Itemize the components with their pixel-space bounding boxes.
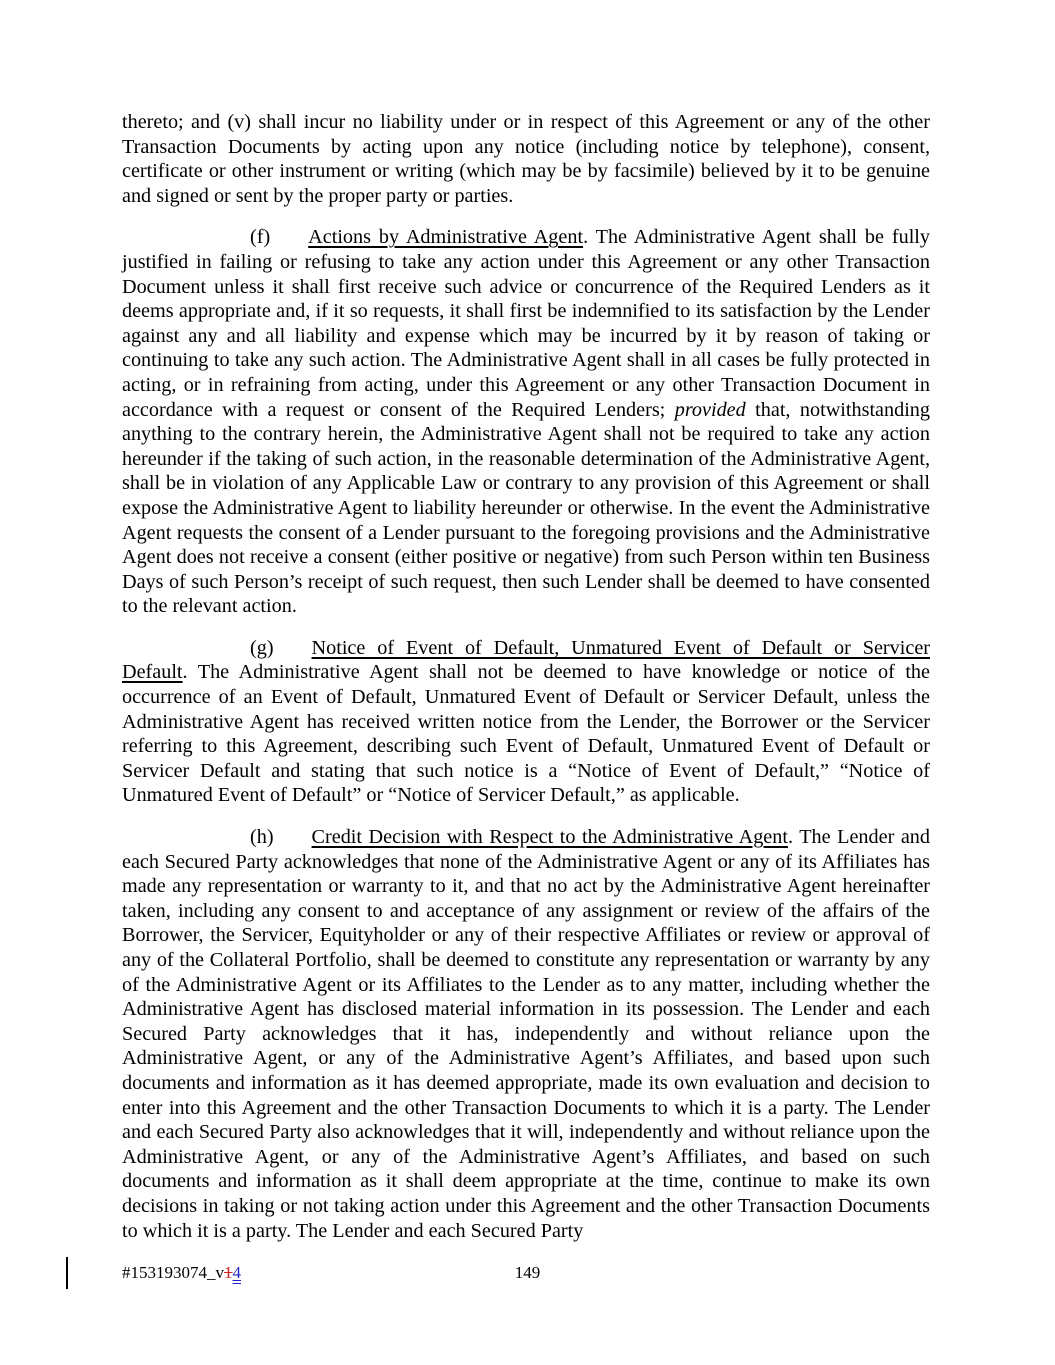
- inserted-version-char: 4: [232, 1263, 241, 1282]
- paragraph: [122, 636, 930, 808]
- paragraph-label: (h): [250, 826, 274, 849]
- paragraph-text: . The Administrative Agent shall be fully justified in failing or refusing to take any action under this Agreement or any other Transaction Document unless it shall first receive such advice or concurrence of the Required Lenders as it deems appropriate and, if it so requests, it shall first be indemnified to its satisfaction by the Lender against any and all liability and expense which may be incurred by it by reason of taking or continuing to take any such action. The Administrative Agent shall in all cases be fully protected in acting, or in refraining from acting, under this Agreement or any other Transaction Document in accordance with a request or consent of the Required Lenders;: [122, 226, 931, 421]
- page-number: 149: [514, 1263, 541, 1282]
- paragraph-text: thereto; and (v) shall incur no liability under or in respect of this Agreement or any of the other Transaction Documents by acting upon any notice (including notice by telephone), consent, certificate or other instrument or writing (which may be by facsimile) believed by it to be genuine and signed or sent by the proper party or parties.: [122, 111, 930, 207]
- paragraph: [122, 110, 930, 208]
- document-id-prefix: #153193074_v: [122, 1263, 224, 1282]
- section-heading: Credit Decision with Respect to the Administrative Agent: [311, 826, 788, 849]
- section-heading: Actions by Administrative Agent: [308, 226, 584, 249]
- paragraph-text: . The Lender and each Secured Party acknowledges that none of the Administrative Agent or any of its Affiliates has made any representation or warranty to it, and that no act by the Administrative Agent hereinafter taken, including any consent to and acceptance of any assignment or review of the affairs of the Borrower, the Servicer, Equityholder or any of their respective Affiliates or review or approval of any of the Collateral Portfolio, shall be deemed to constitute any representation or warranty by any of the Administrative Agent or its Affiliates to the Lender as to any matter, including whether the Administrative Agent has disclosed material information in its possession. The Lender and each Secured Party acknowledges that it has, independently and without reliance upon the Administrative Agent, or any of the Administrative Agent’s Affiliates, and based upon such documents and information as it has deemed appropriate, made its own evaluation and decision to enter into this Agreement and the other Transaction Documents to which it is a party. The Lender and each Secured Party also acknowledges that it will, independently and without reliance upon the Administrative Agent, or any of the Administrative Agent’s Affiliates, and based on such documents and information as it shall deem appropriate at the time, continue to make its own decisions in taking or not taking action under this Agreement and the other Transaction Documents to which it is a party. The Lender and each Secured Party: [122, 826, 930, 1242]
- paragraph: [122, 225, 930, 619]
- paragraph-text: provided: [674, 398, 746, 421]
- deleted-version-char: 1: [224, 1263, 233, 1282]
- paragraph: [122, 825, 930, 1243]
- section-heading: Notice of Event of Default, Unmatured Event of Default or Servicer Default: [122, 636, 930, 684]
- paragraph-label: (f): [250, 226, 271, 249]
- paragraph-text: that, notwithstanding anything to the contrary herein, the Administrative Agent shall not be required to take any action hereunder if the taking of such action, in the reasonable determination of the Administrative Agent, shall be in violation of any Applicable Law or contrary to any provision of this Agreement or shall expose the Administrative Agent to liability hereunder or otherwise. In the event the Administrative Agent requests the consent of a Lender pursuant to the foregoing provisions and the Administrative Agent does not receive a consent (either positive or negative) from such Person within ten Business Days of such Person’s receipt of such request, then such Lender shall be deemed to have consented to the relevant action.: [122, 398, 930, 618]
- paragraph-label: (g): [250, 636, 274, 659]
- paragraph-text: . The Administrative Agent shall not be deemed to have knowledge or notice of the occurrence of an Event of Default, Unmatured Event of Default or Servicer Default, unless the Administrative Agent has received written notice from the Lender, the Borrower or the Servicer referring to this Agreement, describing such Event of Default, Unmatured Event of Default or Servicer Default and stating that such notice is a “Notice of Event of Default,” “Notice of Unmatured Event of Default” or “Notice of Servicer Default,” as applicable.: [122, 661, 930, 807]
- document-body: [122, 110, 930, 1260]
